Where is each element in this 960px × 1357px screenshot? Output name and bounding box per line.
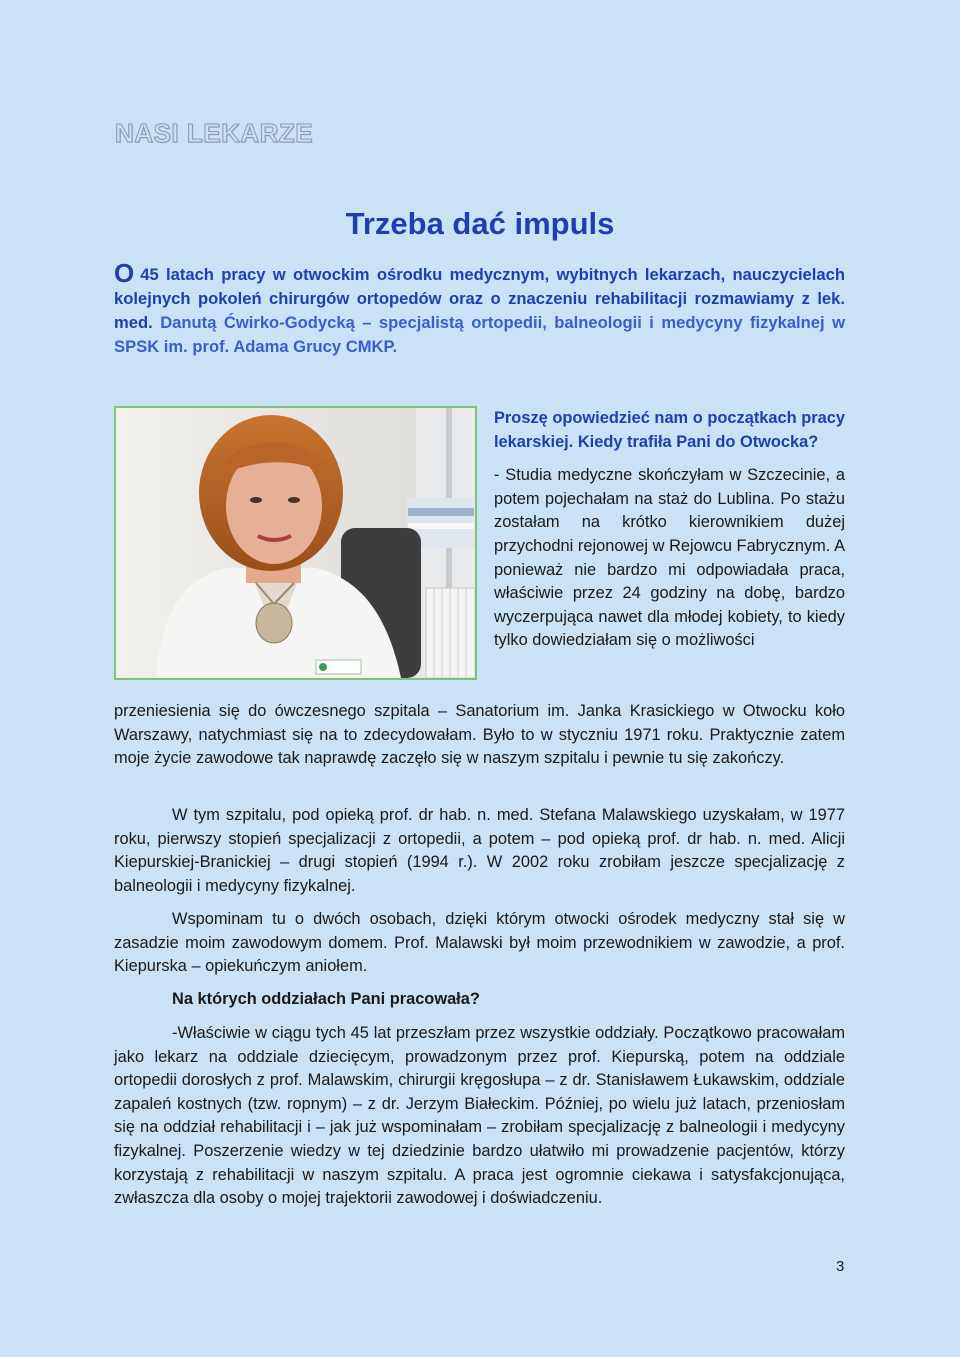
question-1: Proszę opowiedzieć nam o początkach pracy lekarskiej. Kiedy trafiła Pani do Otwocka?: [494, 409, 845, 451]
doctor-photo: [114, 406, 477, 680]
paragraph-2: W tym szpitalu, pod opieką prof. dr hab. n. med. Stefana Malawskiego uzyskałam, w 1977 roku, pierwszy stopień specjalizacji z ortopedii, a potem – pod opieką prof. dr hab. n. med. Alicji Kiepurskiej-Branickiej – drugi stopień (1994 r.). W 2002 roku zrobiłam jeszcze specjalizację z balneologii i medycyny fizykalnej.: [114, 806, 845, 895]
answer-1-column: - Studia medyczne skończyłam w Szczecinie, a potem pojechałam na staż do Lublina. Po stażu zostałam na krótko kierownikiem dużej przychodni rejonowej w Rejowcu Fabrycznym. A ponieważ nie bardzo mi odpowiadała praca, właściwie przez 24 godziny na dobę, bardzo wyczerpująca nawet dla młodej kobiety, to kiedy tylko dowiedziałam się o możliwości: [494, 466, 845, 650]
question-2: Na których oddziałach Pani pracowała?: [172, 990, 480, 1008]
lead-text-dark: 45 latach pracy w otwockim ośrodku medycznym, wybitnych lekarzach, nauczycielach kolejnych pokoleń chirurgów ortopedów oraz o znaczeniu rehabilitacji rozmawiamy z lek. med.: [114, 265, 845, 332]
page-number: 3: [836, 1258, 845, 1275]
article-title: Trzeba dać impuls: [345, 206, 615, 241]
paragraph-3: Wspominam tu o dwóch osobach, dzięki którym otwocki ośrodek medyczny stał się w zasadzie moim zawodowym domem. Prof. Malawski był moim przewodnikiem w zawodzie, a prof. Kiepurska – opiekuńczym aniołem.: [114, 910, 845, 976]
answer-2: -Właściwie w ciągu tych 45 lat przeszłam przez wszystkie oddziały. Początkowo pracowałam jako lekarz na oddziale dziecięcym, prowadzonym przez prof. Kiepurską, potem na oddziale ortopedii dorosłych z prof. Malawskim, chirurgii kręgosłupa – z dr. Stanisławem Łukawskim, oddziale zapaleń kostnych (tzw. ropnym) – z dr. Jerzym Białeckim. Później, po wielu już latach, przeniosłam się na oddział rehabilitacji i – jak już wspominałam – zrobiłam specjalizację z balneologii i medycyny fizykalnej. Poszerzenie wiedzy w tej dziedzinie bardzo ułatwiło mi prowadzenie pacjentów, którzy korzystają z rehabilitacji w naszym szpitalu. A praca jest ogromnie ciekawa i satysfakcjonująca, zwłaszcza dla osoby o mojej trajektorii zawodowej i doświadczeniu.: [114, 1024, 845, 1208]
doctor-portrait-image: [116, 408, 475, 678]
lead-paragraph: [114, 258, 845, 359]
section-label: NASI LEKARZE: [115, 118, 314, 148]
lead-text-light: Danutą Ćwirko-Godycką – specjalistą ortopedii, balneologii i medycyny fizykalnej w SPSK im. prof. Adama Grucy CMKP.: [114, 313, 845, 356]
drop-cap: O: [114, 258, 135, 288]
question-1-block: [494, 407, 845, 653]
answer-1-continued: przeniesienia się do ówczesnego szpitala – Sanatorium im. Janka Krasickiego w Otwocku koło Warszawy, natychmiast się na to zdecydowałam. Było to w styczniu 1971 roku. Praktycznie zatem moje życie zawodowe tak naprawdę zaczęło się w naszym szpitalu i pewnie tu się zakończy.: [114, 702, 845, 768]
